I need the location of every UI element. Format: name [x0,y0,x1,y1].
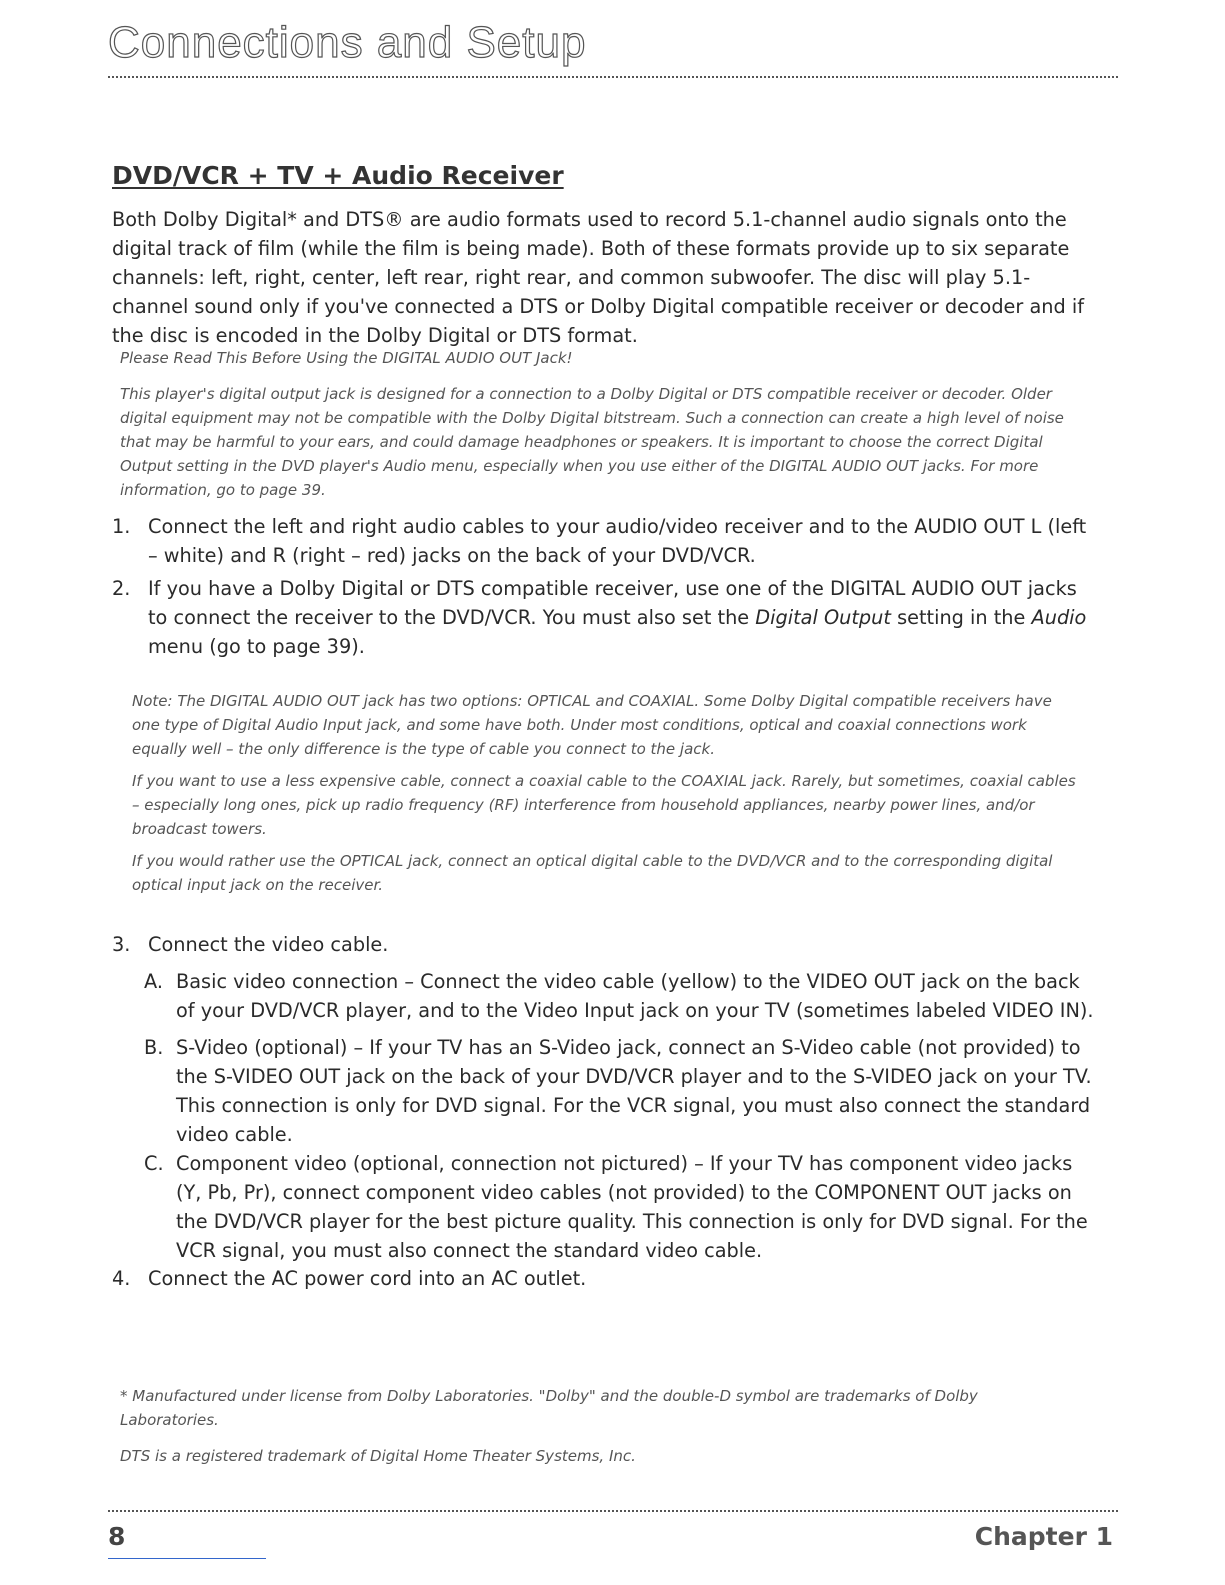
substep-letter: B. [144,1036,164,1059]
step-text: Connect the AC power cord into an AC outlet. [148,1267,587,1290]
header-divider [108,76,1118,78]
note-paragraph: Note: The DIGITAL AUDIO OUT jack has two options: OPTICAL and COAXIAL. Some Dolby Digital compatible receivers have one type of Digital Audio Input jack, and some have both. Under most conditions, optical and coaxial connections work equally well – the only difference is the type of cable you connect to the jack. [132,692,1052,758]
substep-b [144,1033,1102,1153]
chapter-label: Chapter 1 [974,1522,1113,1551]
step-text: Connect the left and right audio cables to your audio/video receiver and to the AUDIO OUT L (left – white) and R (right – red) jacks on the back of your DVD/VCR. [148,515,1087,567]
step-text-part: menu (go to page 39). [148,635,365,658]
step-text: Connect the video cable. [148,933,389,956]
step-2 [112,574,1102,664]
note-paragraph: If you would rather use the OPTICAL jack, connect an optical digital cable to the DVD/VCR and to the corresponding digital optical input jack on the receiver. [132,852,1053,894]
substep-text: Component video (optional, connection not pictured) – If your TV has component video jacks (Y, Pb, Pr), connect component video cables (not provided) to the COMPONENT OUT jacks on the DVD/VCR player for the best picture quality. This connection is only for DVD signal. For the VCR signal, you must also connect the standard video cable. [176,1152,1088,1262]
substep-letter: C. [144,1152,164,1175]
step-3 [112,930,1102,960]
step-4 [112,1264,1102,1294]
substep-letter: A. [144,970,163,993]
step-number: 4. [112,1267,131,1290]
footnote-dts: DTS is a registered trademark of Digital Home Theater Systems, Inc. [120,1447,636,1465]
page-link-underline [108,1558,266,1559]
footer-divider [108,1510,1118,1512]
step-1 [112,512,1102,572]
intro-paragraph: Both Dolby Digital* and DTS® are audio formats used to record 5.1-channel audio signals onto the digital track of film (while the film is being made). Both of these formats provide up to six separate channels: left, right, center, left rear, right rear, and common subwoofer. The disc will play 5.1-channel sound only if you've connected a DTS or Dolby Digital compatible receiver or decoder and if the disc is encoded in the Dolby Digital or DTS format. [112,208,1085,347]
section-title: DVD/VCR + TV + Audio Receiver [112,161,564,190]
substep-text: S-Video (optional) – If your TV has an S-Video jack, connect an S-Video cable (not provided) to the S-VIDEO OUT jack on the back of your DVD/VCR player and to the S-VIDEO jack on your TV. This connection is only for DVD signal. For the VCR signal, you must also connect the standard video cable. [176,1036,1092,1146]
substep-c [144,1149,1102,1269]
page-number: 8 [108,1522,126,1551]
footnote-dolby: * Manufactured under license from Dolby Laboratories. "Dolby" and the double-D symbol are trademarks of Dolby Laboratories. [120,1387,978,1429]
step-text-part: If you have a Dolby Digital or DTS compatible receiver, use one of the DIGITAL AUDIO OUT jacks to connect the receiver to the DVD/VCR. You must also set the [148,577,1077,629]
warning-text: This player's digital output jack is designed for a connection to a Dolby Digital or DTS compatible receiver or decoder. Older digital equipment may not be compatible with the Dolby Digital bitstream. Such a connection can create a high level of noise that may be harmful to your ears, and could damage headphones or speakers. It is important to choose the correct Digital Output setting in the DVD player's Audio menu, especially when you use either of the DIGITAL AUDIO OUT jacks. For more information, go to page 39. [120,385,1064,499]
warning-title: Please Read This Before Using the DIGITAL AUDIO OUT Jack! [120,349,573,367]
step-text [148,574,1102,661]
substep-text: Basic video connection – Connect the video cable (yellow) to the VIDEO OUT jack on the back of your DVD/VCR player, and to the Video Input jack on your TV (sometimes labeled VIDEO IN). [176,970,1094,1022]
menu-name: Audio [1031,606,1087,629]
header-title: Connections and Setup [108,18,587,67]
setting-name: Digital Output [755,606,891,629]
note-paragraph: If you want to use a less expensive cable, connect a coaxial cable to the COAXIAL jack. Rarely, but sometimes, coaxial cables – especially long ones, pick up radio frequency (RF) interference from household appliances, nearby power lines, and/or broadcast towers. [132,772,1076,838]
step-number: 1. [112,515,131,538]
step-number: 2. [112,577,131,600]
substep-a [144,967,1102,1027]
step-number: 3. [112,933,131,956]
step-text-part: setting in the [890,606,1032,629]
